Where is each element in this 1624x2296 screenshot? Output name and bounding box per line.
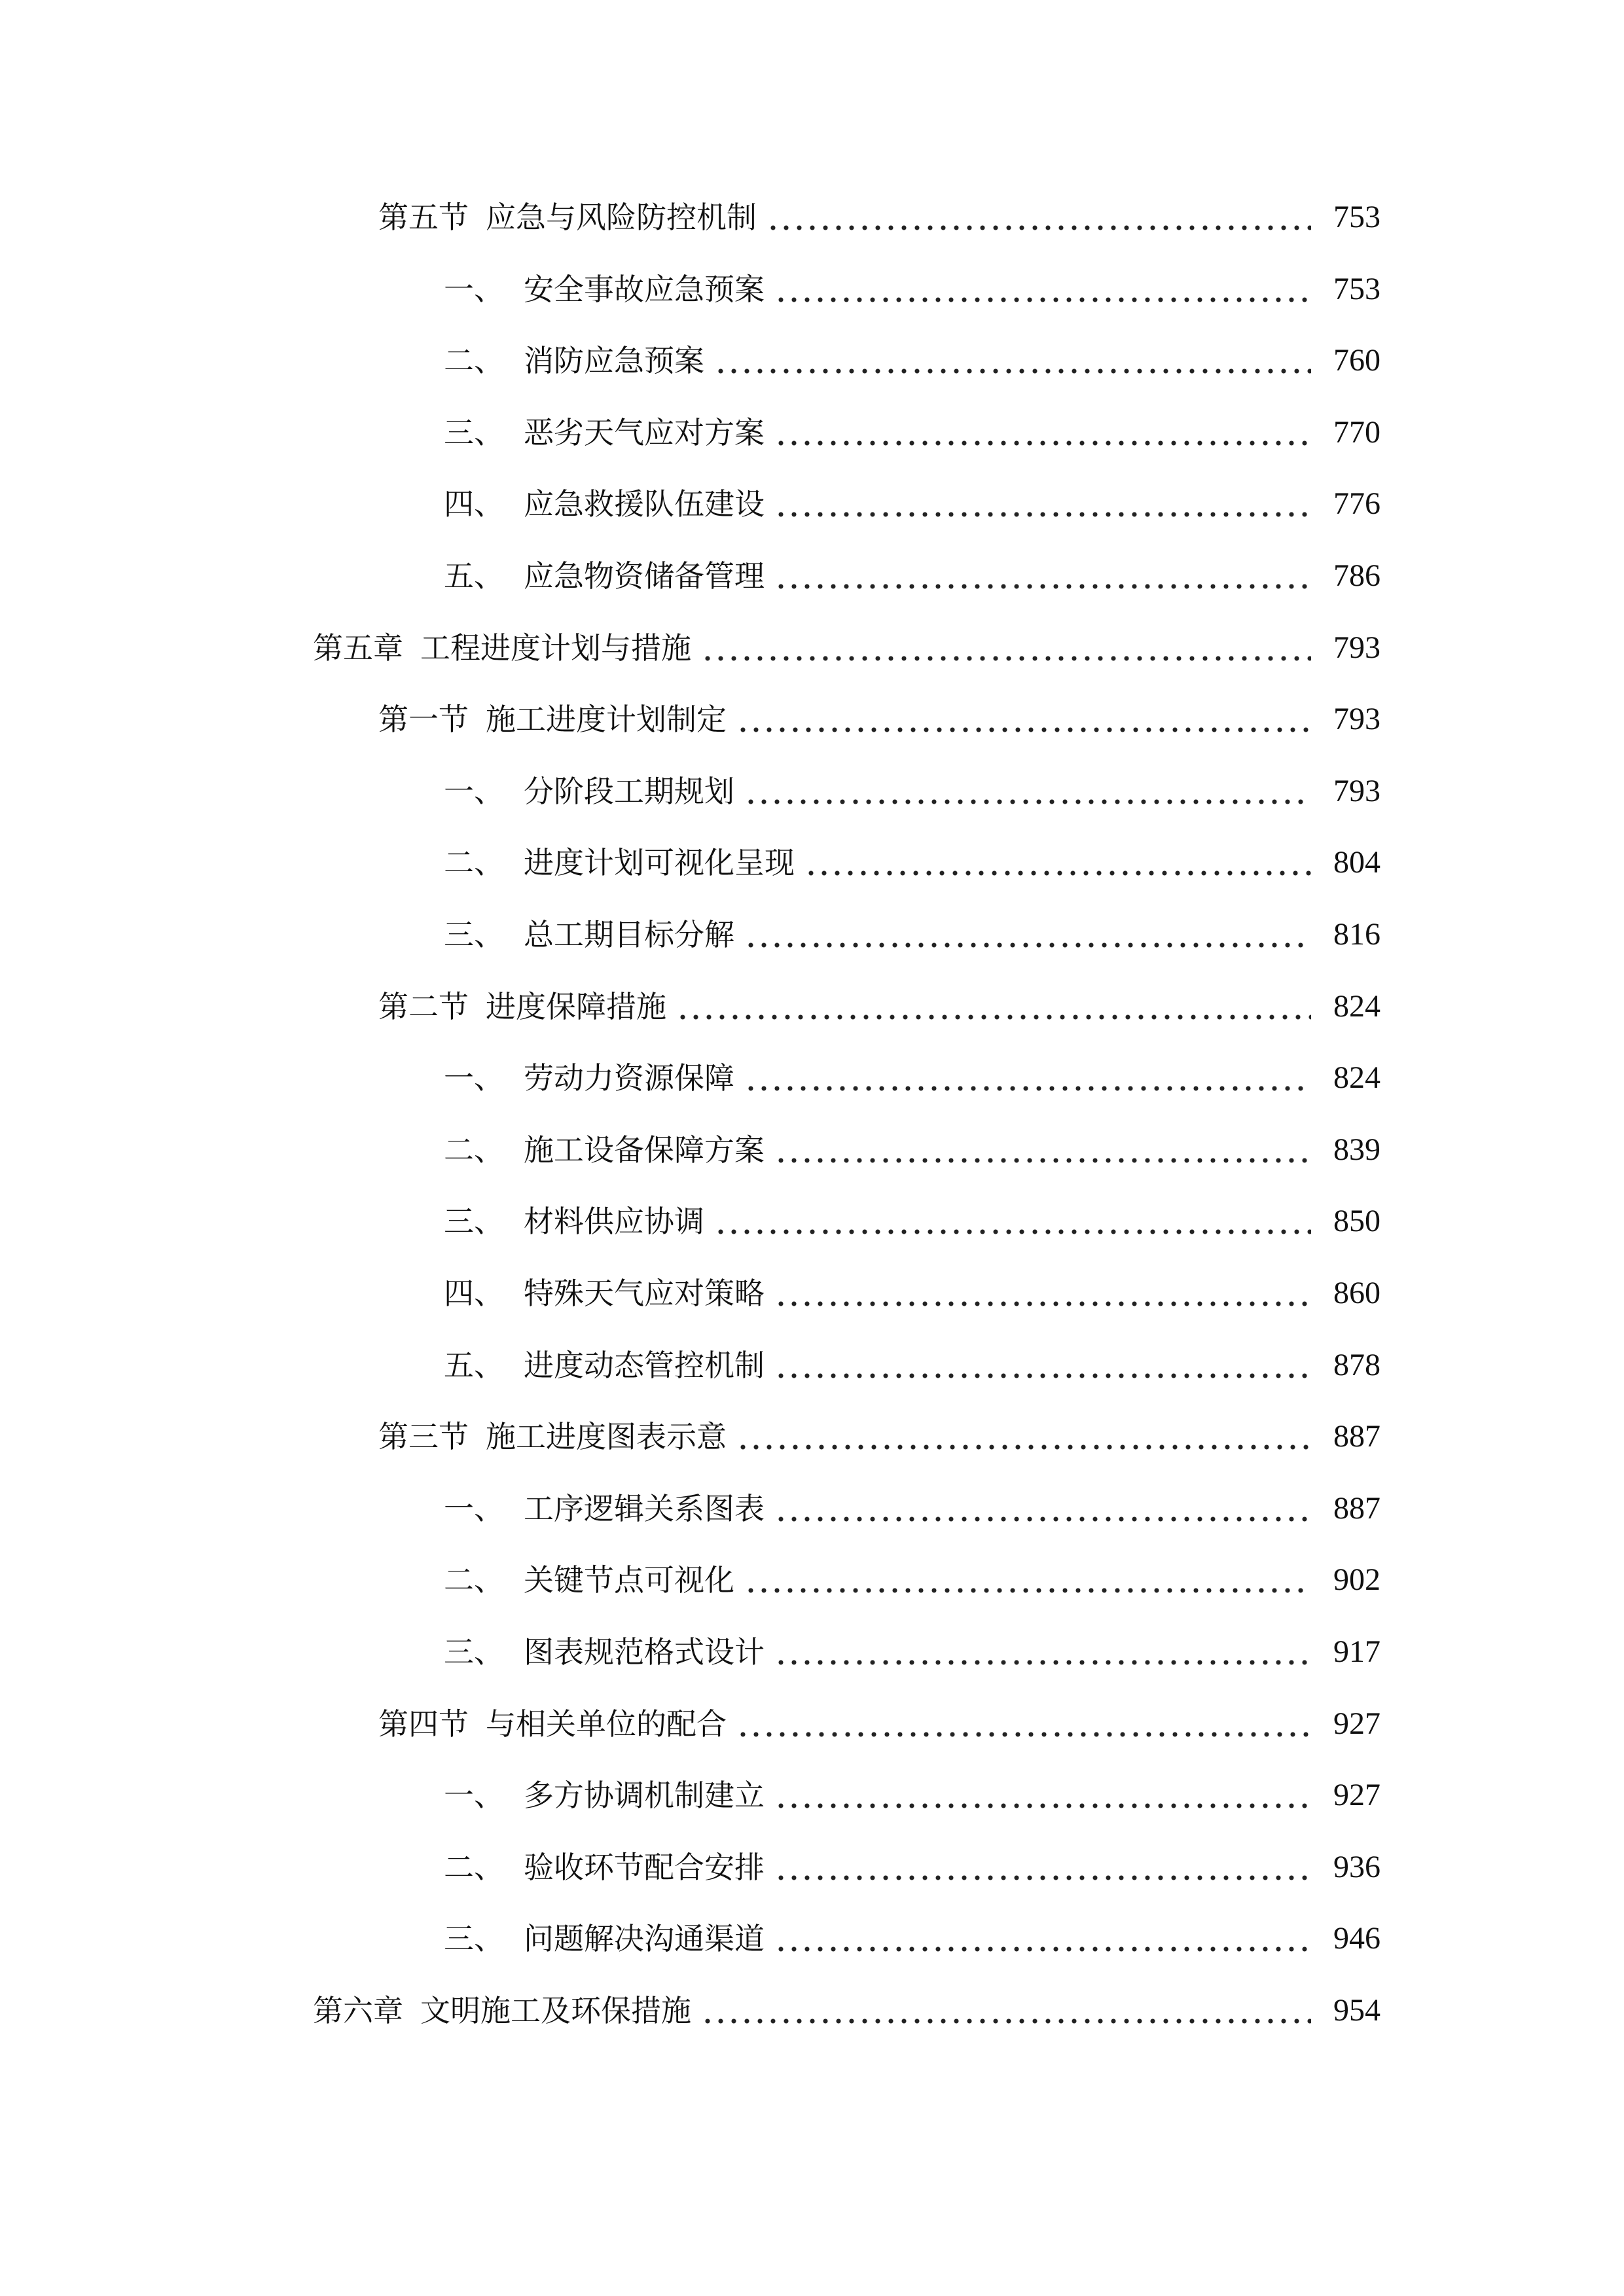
toc-entry-number: 一、 (444, 1778, 504, 1813)
toc-entry-title: 特殊天气应对策略 (524, 1276, 765, 1311)
toc-entry-page: 793 (1333, 774, 1380, 808)
dot-leader (742, 1554, 1311, 1606)
toc-entry-item[interactable] (444, 908, 1380, 961)
toc-entry-page: 760 (1333, 343, 1380, 378)
toc-entry-item[interactable] (444, 1267, 1380, 1319)
toc-entry-item[interactable] (444, 836, 1380, 889)
toc-entry-page: 793 (1333, 630, 1380, 665)
dot-leader (674, 980, 1311, 1033)
toc-entry-item[interactable] (444, 550, 1380, 602)
toc-entry-section[interactable] (378, 191, 1380, 243)
toc-entry-title: 多方协调机制建立 (524, 1778, 765, 1813)
dot-leader (772, 1339, 1311, 1391)
toc-entry-title: 安全事故应急预案 (524, 272, 765, 307)
toc-entry-page: 824 (1333, 989, 1380, 1024)
dot-leader (699, 622, 1311, 674)
dot-leader (765, 191, 1311, 243)
toc-entry-title: 施工设备保障方案 (524, 1132, 765, 1168)
toc-entry-item[interactable] (444, 478, 1380, 530)
toc-entry-page: 946 (1333, 1921, 1380, 1956)
toc-entry-number: 第一节 (378, 702, 469, 737)
dot-leader (772, 263, 1311, 315)
dot-leader (772, 1267, 1311, 1319)
toc-entry-section[interactable] (378, 1698, 1380, 1750)
dot-leader (742, 1052, 1311, 1104)
dot-leader (742, 765, 1311, 817)
toc-entry-title: 工序逻辑关系图表 (524, 1491, 765, 1526)
toc-entry-number: 三、 (444, 917, 504, 952)
toc-entry-page: 927 (1333, 1778, 1380, 1812)
toc-entry-page: 753 (1333, 272, 1380, 306)
toc-entry-title: 施工进度图表示意 (486, 1419, 727, 1454)
toc-entry-item[interactable] (444, 1554, 1380, 1606)
dot-leader (803, 836, 1311, 889)
toc-entry-page: 770 (1333, 415, 1380, 450)
toc-entry-number: 第二节 (378, 989, 469, 1024)
toc-entry-title: 劳动力资源保障 (524, 1060, 734, 1096)
toc-entry-item[interactable] (444, 765, 1380, 817)
toc-entry-page: 936 (1333, 1850, 1380, 1884)
toc-entry-page: 804 (1333, 845, 1380, 880)
toc-entry-title: 进度保障措施 (486, 989, 666, 1024)
dot-leader (772, 1626, 1311, 1678)
toc-entry-page: 816 (1333, 917, 1380, 952)
toc-entry-number: 第四节 (378, 1706, 469, 1742)
dot-leader (772, 406, 1311, 459)
toc-entry-page: 850 (1333, 1204, 1380, 1238)
dot-leader (772, 1124, 1311, 1176)
toc-entry-section[interactable] (378, 980, 1380, 1033)
dot-leader (712, 1195, 1311, 1247)
toc-entry-title: 应急救援队伍建设 (524, 486, 765, 522)
toc-entry-number: 一、 (444, 272, 504, 307)
toc-entry-page: 753 (1333, 200, 1380, 234)
dot-leader (734, 1410, 1311, 1463)
toc-entry-item[interactable] (444, 1769, 1380, 1821)
toc-entry-page: 824 (1333, 1060, 1380, 1095)
toc-entry-number: 第五节 (378, 200, 469, 235)
toc-entry-title: 进度动态管控机制 (524, 1348, 765, 1383)
dot-leader (734, 693, 1311, 745)
toc-entry-section[interactable] (378, 693, 1380, 745)
dot-leader (772, 1482, 1311, 1535)
toc-entry-number: 三、 (444, 1204, 504, 1239)
toc-entry-page: 887 (1333, 1419, 1380, 1454)
dot-leader (742, 908, 1311, 961)
toc-entry-number: 一、 (444, 1491, 504, 1526)
toc-entry-item[interactable] (444, 1339, 1380, 1391)
toc-entry-number: 一、 (444, 1060, 504, 1096)
toc-entry-number: 第五章 (313, 630, 403, 666)
toc-entry-title: 恶劣天气应对方案 (524, 415, 765, 450)
toc-entry-title: 施工进度计划制定 (486, 702, 727, 737)
toc-entry-item[interactable] (444, 1912, 1380, 1965)
toc-entry-page: 917 (1333, 1634, 1380, 1669)
toc-entry-section[interactable] (378, 1410, 1380, 1463)
toc-entry-page: 954 (1333, 1993, 1380, 2028)
toc-entry-number: 二、 (444, 845, 504, 880)
toc-entry-title: 进度计划可视化呈现 (524, 845, 795, 880)
toc-entry-number: 二、 (444, 1562, 504, 1598)
toc-entry-item[interactable] (444, 1124, 1380, 1176)
toc-entry-number: 一、 (444, 774, 504, 809)
toc-entry-title: 总工期目标分解 (524, 917, 734, 952)
toc-entry-title: 工程进度计划与措施 (420, 630, 691, 666)
toc-entry-number: 三、 (444, 415, 504, 450)
toc-entry-number: 二、 (444, 1850, 504, 1885)
toc-entry-chapter[interactable] (313, 622, 1380, 674)
dot-leader (772, 478, 1311, 530)
toc-entry-number: 四、 (444, 486, 504, 522)
toc-entry-number: 五、 (444, 1348, 504, 1383)
toc-entry-page: 927 (1333, 1706, 1380, 1741)
toc-entry-item[interactable] (444, 1195, 1380, 1247)
toc-entry-item[interactable] (444, 1626, 1380, 1678)
toc-entry-item[interactable] (444, 1052, 1380, 1104)
dot-leader (772, 550, 1311, 602)
toc-entry-item[interactable] (444, 406, 1380, 459)
toc-entry-number: 第六章 (313, 1993, 403, 2028)
toc-entry-page: 839 (1333, 1132, 1380, 1167)
toc-entry-number: 五、 (444, 558, 504, 594)
dot-leader (712, 334, 1311, 387)
toc-entry-title: 消防应急预案 (524, 343, 704, 378)
toc-entry-number: 四、 (444, 1276, 504, 1311)
toc-entry-title: 问题解决沟通渠道 (524, 1921, 765, 1956)
toc-entry-page: 793 (1333, 702, 1380, 736)
toc-entry-title: 文明施工及环保措施 (420, 1993, 691, 2028)
dot-leader (772, 1841, 1311, 1893)
toc-entry-item[interactable] (444, 334, 1380, 387)
toc-entry-title: 与相关单位的配合 (486, 1706, 727, 1742)
toc-entry-page: 887 (1333, 1491, 1380, 1526)
dot-leader (772, 1912, 1311, 1965)
toc-entry-title: 材料供应协调 (524, 1204, 704, 1239)
dot-leader (734, 1698, 1311, 1750)
toc-entry-chapter[interactable] (313, 1984, 1380, 2037)
toc-entry-title: 验收环节配合安排 (524, 1850, 765, 1885)
toc-entry-number: 三、 (444, 1921, 504, 1956)
toc-entry-number: 三、 (444, 1634, 504, 1670)
toc-entry-page: 902 (1333, 1562, 1380, 1597)
toc-entry-item[interactable] (444, 263, 1380, 315)
toc-entry-title: 应急与风险防控机制 (486, 200, 757, 235)
toc-entry-number: 第三节 (378, 1419, 469, 1454)
toc-entry-title: 分阶段工期规划 (524, 774, 734, 809)
toc-entry-number: 二、 (444, 343, 504, 378)
toc-entry-title: 关键节点可视化 (524, 1562, 734, 1598)
toc-entry-page: 786 (1333, 558, 1380, 593)
toc-entry-page: 878 (1333, 1348, 1380, 1382)
toc-entry-page: 860 (1333, 1276, 1380, 1310)
dot-leader (772, 1769, 1311, 1821)
dot-leader (699, 1984, 1311, 2037)
toc-entry-page: 776 (1333, 486, 1380, 521)
toc-entry-title: 应急物资储备管理 (524, 558, 765, 594)
toc-entry-item[interactable] (444, 1482, 1380, 1535)
toc-entry-number: 二、 (444, 1132, 504, 1168)
toc-entry-item[interactable] (444, 1841, 1380, 1893)
toc-entry-title: 图表规范格式设计 (524, 1634, 765, 1670)
